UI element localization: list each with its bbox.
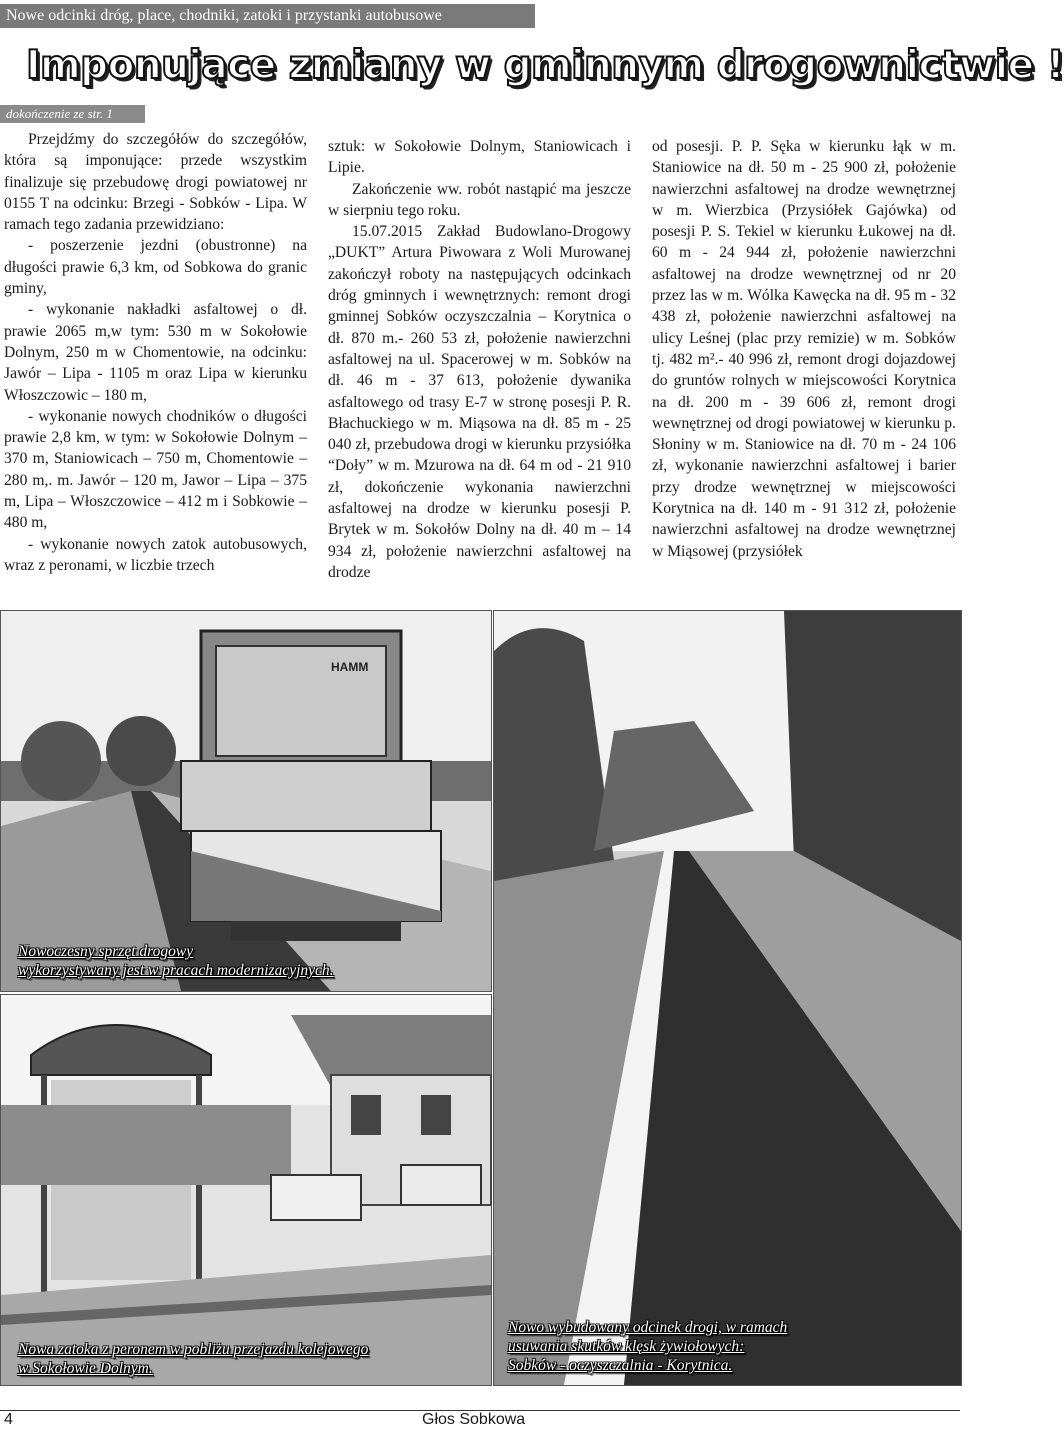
paragraph: od posesji. P. P. Sęka w kierunku łąk w m. Staniowice na dł. 50 m - 25 900 zł, położenie nawierzchni asfaltowej na drodze wewnętrznej w m. Wierzbica (Przysiółek Gajówka) od posesji P. S. Tekiel w kierunku Łukowej na dł. 60 m - 24 944 zł, położenie nawierzchni asfaltowej na drodze wewnętrznej od nr 20 przez las w m. Wólka Kawęcka na dł. 95 m - 32 438 zł, położenie nawierzchni asfaltowej na ulicy Leśnej (plac przy remizie) w m. Sobków tj. 482 m².- 40 996 zł, remont drogi dojazdowej do gruntów rolnych w miejscowości Korytnica na dł. 200 m - 39 606 zł, remont drogi wewnętrznej od drogi powiatowej w kierunku p. Słoniny w m. Staniowice na dł. 70 m - 24 106 zł, wykonanie nawierzchni asfaltowej i barier przy drodze wewnętrznej w miejscowości Korytnica na dł. 140 m - 91 312 zł, położenie nawierzchni asfaltowej na drodze wewnętrznej w Miąsowej (przysiółek — [652, 138, 956, 560]
bus-stop-photo — [0, 994, 492, 1386]
paragraph: Zakończenie ww. robót nastąpić ma jeszcze w sierpniu tego roku. — [328, 180, 631, 219]
continued-from-note: dokończenie ze str. 1 — [0, 105, 145, 123]
article-column-3 — [652, 136, 956, 606]
publication-name: Głos Sobkowa — [422, 1411, 526, 1428]
headline: Imponujące zmiany w gminnym drogownictwie ! — [26, 43, 1064, 88]
paragraph: sztuk: w Sokołowie Dolnym, Staniowicach i Lipie. — [328, 138, 631, 177]
caption-line: Sobków - oczyszczalnia - Korytnica. — [508, 1357, 733, 1374]
new-road-photo — [493, 610, 962, 1386]
paragraph: - wykonanie nowych chodników o długości prawie 2,8 km, w tym: w Sokołowie Dolnym – 370 m, Staniowicach – 750 m, Chomentowie – 280 m,. m. Jawór – 120 m, Jawor – Lipa – 375 m, Lipa – Włoszczowice – 412 m i Sobkowie – 480 m, — [4, 407, 307, 532]
roller-brand: HAMM — [331, 660, 369, 674]
caption-line: Nowa zatoka z peronem w pobliżu przejazdu kolejowego — [18, 1341, 369, 1358]
paragraph: - wykonanie nowych zatok autobusowych, wraz z peronami, w liczbie trzech — [4, 535, 307, 574]
paragraph: Przejdźmy do szczegółów do szczegółów, która są imponujące: przede wszystkim finalizuje się przebudowę drogi powiatowej nr 0155 T na odcinku: Brzegi - Sobków - Lipa. W ramach tego zadania przewidziano: — [4, 131, 307, 234]
paragraph: 15.07.2015 Zakład Budowlano-Drogowy „DUKT” Artura Piwowara z Woli Murowanej zakończył roboty na następujących odcinkach dróg gminnych i wewnętrznych: remont drogi gminnej Sobków oczyszczalnia – Korytnica o dł. 870 m.- 260 53 zł, położenie nawierzchni asfaltowej na ul. Spacerowej w m. Sobków na dł. 46 m - 37 613, położenie dywanika asfaltowego od trasy E-7 w stronę posesji P. R. Błachuckiego w m. Miąsowa na dł. 85 m - 25 040 zł, przebudowa drogi w kierunku przysiółka “Doły” w m. Mzurowa na dł. 64 m od - 21 910 zł, dokończenie wykonania nawierzchni asfaltowej na drodze w kierunku posesji P. Brytek w m. Sokołów Dolny na dł. 40 m – 14 934 zł, położenie nawierzchni asfaltowej na drodze — [328, 223, 631, 581]
caption-line: wykorzystywany jest w pracach modernizacyjnych. — [18, 962, 334, 979]
article-column-1 — [4, 129, 307, 599]
caption-line: Nowo wybudowany odcinek drogi, w ramach — [508, 1319, 788, 1336]
paragraph: - poszerzenie jezdni (obustronne) na długości prawie 6,3 km, od Sobkowa do granic gminy, — [4, 237, 307, 298]
article-column-2 — [328, 136, 631, 606]
road-roller-photo — [0, 610, 492, 992]
section-title: Nowe odcinki dróg, place, chodniki, zatoki i przystanki autobusowe — [0, 4, 535, 28]
page-number: 4 — [4, 1411, 13, 1428]
road-caption — [508, 1318, 787, 1375]
caption-line: usuwania skutków klęsk żywiołowych: — [508, 1338, 745, 1355]
bus-stop-caption — [18, 1340, 368, 1378]
caption-line: Nowoczesny sprzęt drogowy — [18, 943, 194, 960]
roller-caption — [18, 942, 334, 980]
paragraph: - wykonanie nakładki asfaltowej o dł. prawie 2065 m,w tym: 530 m w Sokołowie Dolnym, 250 m w Chomentowie, na odcinku: Jawór – Lipa - 1105 m oraz Lipa w kierunku Włoszczowic – 180 m, — [4, 301, 307, 404]
caption-line: w Sokołowie Dolnym. — [18, 1360, 153, 1377]
